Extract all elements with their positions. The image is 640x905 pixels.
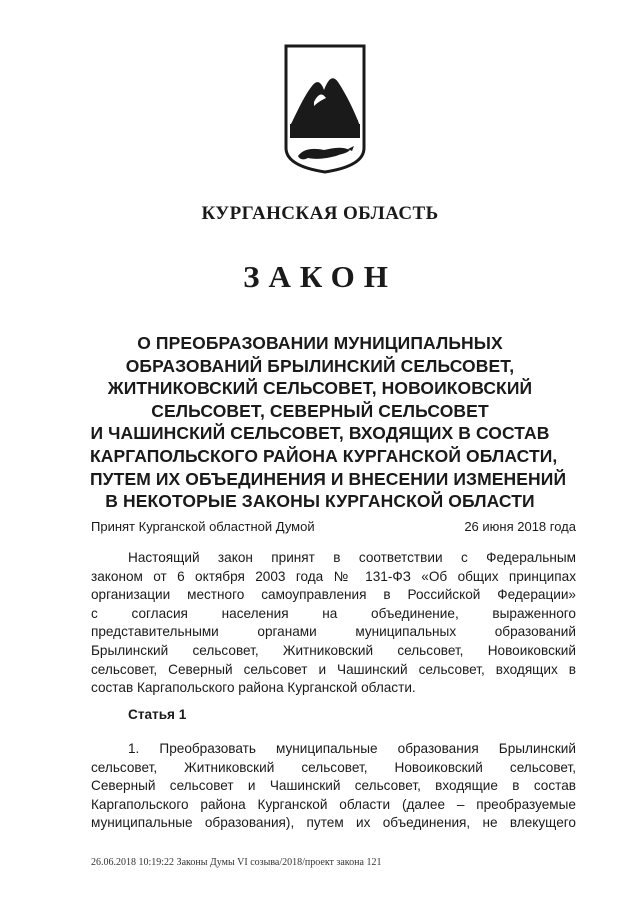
preamble-line: состав Каргапольского района Курганской области. (91, 680, 416, 696)
law-title: ЗАКОН (243, 259, 397, 294)
article-heading: Статья 1 (128, 707, 187, 722)
law-subject-line: ОБРАЗОВАНИЙ БРЫЛИНСКИЙ СЕЛЬСОВЕТ, (125, 355, 515, 376)
coat-of-arms-icon (284, 44, 366, 176)
law-subject-line: И ЧАШИНСКИЙ СЕЛЬСОВЕТ, ВХОДЯЩИХ В СОСТАВ (90, 423, 550, 444)
preamble-line: сельсовет, Северный сельсовет и Чашинский сельсовет, входящих в (91, 661, 576, 677)
law-subject-line: О ПРЕОБРАЗОВАНИИ МУНИЦИПАЛЬНЫХ (137, 333, 503, 353)
region-title: КУРГАНСКАЯ ОБЛАСТЬ (201, 203, 439, 224)
preamble-line: организации местного самоуправления в Российской Федерации» (91, 587, 576, 603)
law-subject-line: ПУТЕМ ИХ ОБЪЕДИНЕНИЯ И ВНЕСЕНИИ ИЗМЕНЕНИЙ (90, 468, 567, 489)
preamble-line: Настоящий закон принят в соответствии с Федеральным (128, 550, 576, 565)
preamble-line: с согласия населения на объединение, выраженного (91, 605, 576, 621)
preamble-line: представительными органами муниципальных образований (91, 624, 576, 640)
law-subject-line: В НЕКОТОРЫЕ ЗАКОНЫ КУРГАНСКОЙ ОБЛАСТИ (105, 491, 535, 512)
law-subject-line: ЖИТНИКОВСКИЙ СЕЛЬСОВЕТ, НОВОИКОВСКИЙ (107, 378, 533, 399)
clause-line: Каргапольского района Курганской области (далее – преобразуемые (91, 796, 576, 812)
adoption-line (91, 519, 576, 537)
law-subject-heading (90, 332, 567, 513)
article-1-clause-1 (91, 740, 576, 833)
preamble-line: Брылинский сельсовет, Житниковский сельсовет, Новоиковский (91, 642, 576, 658)
law-subject-line: СЕЛЬСОВЕТ, СЕВЕРНЫЙ СЕЛЬСОВЕТ (151, 400, 489, 421)
clause-line: Северный сельсовет и Чашинский сельсовет, входящие в состав (91, 778, 576, 794)
preamble-line: законом от 6 октября 2003 года № 131-ФЗ «Об общих принципах (91, 568, 576, 584)
clause-line: сельсовет, Житниковский сельсовет, Новоиковский сельсовет, (91, 759, 576, 775)
adopted-by-text: Принят Курганской областной Думой (91, 519, 315, 534)
adoption-date: 26 июня 2018 года (464, 519, 576, 534)
clause-line: муниципальные образования), путем их объединения, не влекущего (91, 815, 576, 831)
law-subject-line: КАРГАПОЛЬСКОГО РАЙОНА КУРГАНСКОЙ ОБЛАСТИ, (90, 445, 558, 466)
preamble-paragraph (91, 549, 576, 698)
document-footer: 26.06.2018 10:19:22 Законы Думы VI созыва/2018/проект закона 121 (91, 857, 382, 868)
clause-line: 1. Преобразовать муниципальные образования Брылинский (128, 741, 576, 756)
